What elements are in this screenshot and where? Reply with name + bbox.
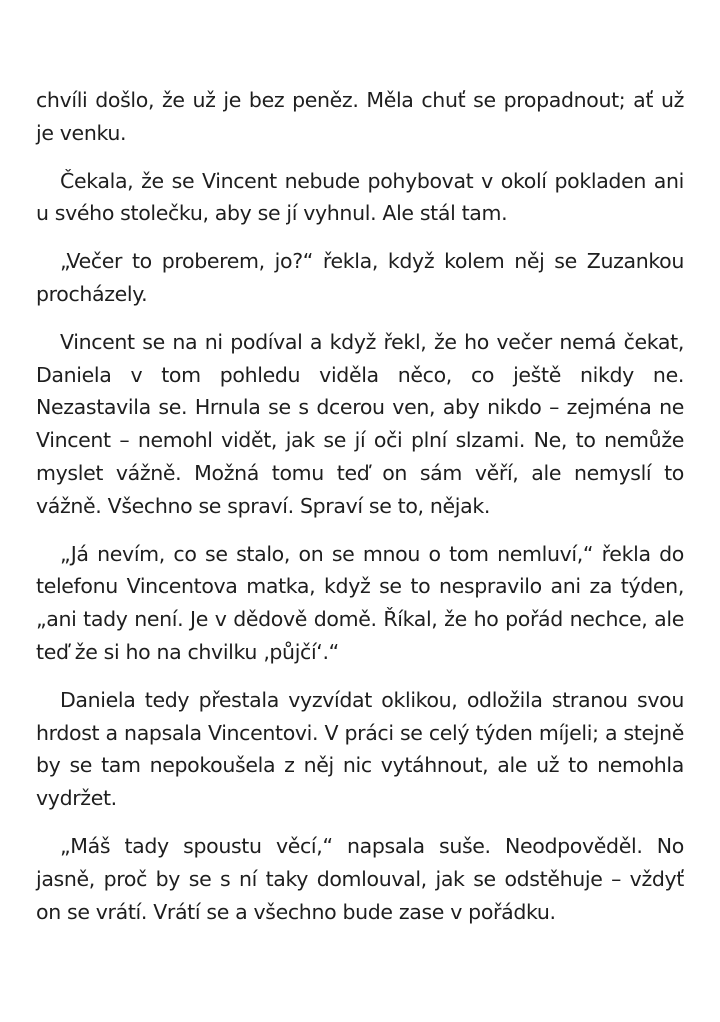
paragraph: Daniela tedy přestala vyzvídat oklikou, odložila stranou svou hrdost a napsala Vincentovi. V práci se celý týden míjeli; a stejně by se tam nepokoušela z něj nic vytáhnout, ale už to nemohla vydržet. [36, 687, 684, 811]
paragraph-dialogue: „Já nevím, co se stalo, on se mnou o tom nemluví,“ řekla do telefonu Vincentova matka, když se to nespravilo ani za týden, „ani tady není. Je v dědově domě. Říkal, že ho pořád nechce, ale teď že si ho na chvilku ‚půjčí‘.“ [36, 541, 684, 664]
paragraph-continuation: chvíli došlo, že už je bez peněz. Měla chuť se propadnout; ať už je venku. [36, 88, 684, 145]
paragraph-dialogue: „Máš tady spoustu věcí,“ napsala suše. Neodpověděl. No jasně, proč by se s ní taky domlouval, jak se odstěhuje – vždyť on se vrátí. Vrátí se a všechno bude zase v pořádku. [36, 833, 684, 924]
book-page-text [36, 84, 684, 943]
paragraph-dialogue: „Večer to proberem, jo?“ řekla, když kolem něj se Zuzankou procházely. [36, 249, 684, 306]
paragraph: Vincent se na ni podíval a když řekl, že ho večer nemá čekat, Daniela v tom pohledu viděla něco, co ještě nikdy ne. Nezastavila se. Hrnula se s dcerou ven, aby nikdo – zejména ne Vincent – nemohl vidět, jak se jí oči plní slzami. Ne, to nemůže myslet vážně. Možná tomu teď on sám věří, ale nemyslí to vážně. Všechno se spraví. Spraví se to, nějak. [36, 329, 684, 518]
paragraph: Čekala, že se Vincent nebude pohybovat v okolí pokladen ani u svého stolečku, aby se jí vyhnul. Ale stál tam. [36, 168, 684, 226]
